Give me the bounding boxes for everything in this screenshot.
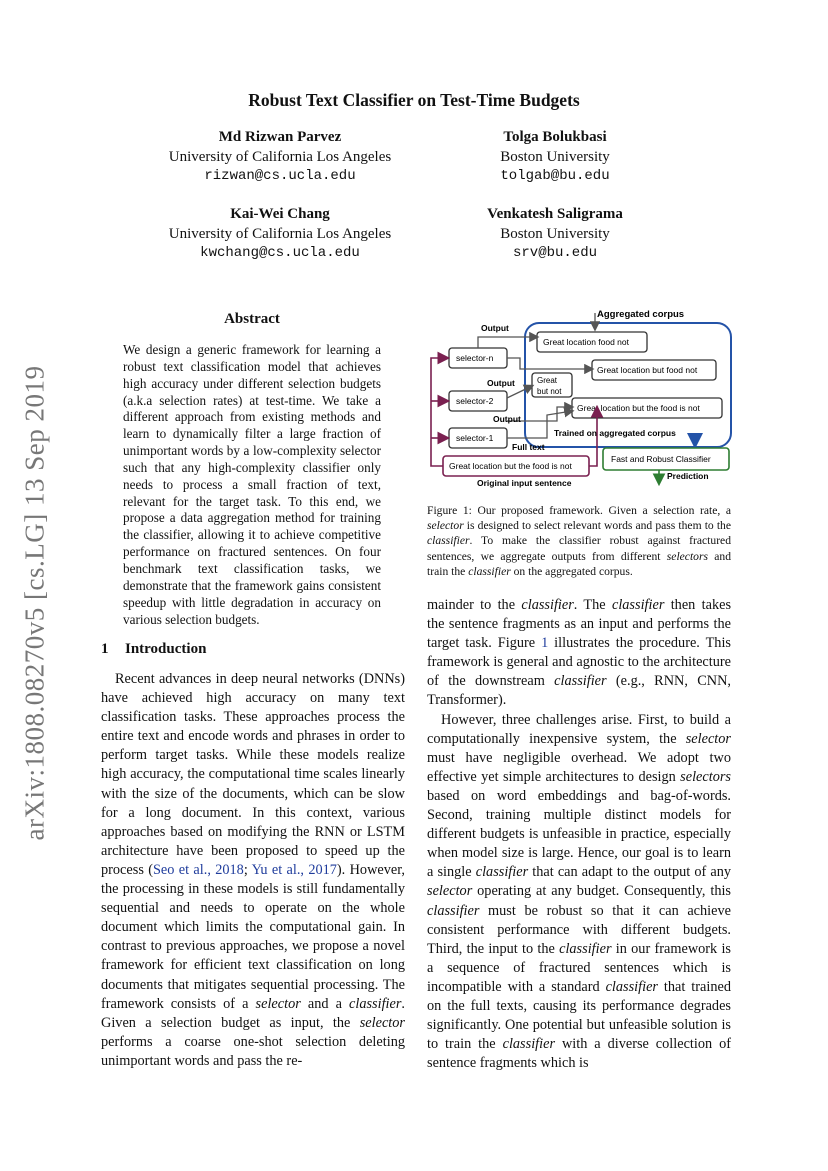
framework-diagram — [427, 303, 733, 493]
author-affiliation: Boston University — [500, 225, 610, 242]
output-label: Output — [481, 323, 509, 333]
author-block — [455, 205, 655, 264]
author-name: Kai-Wei Chang — [230, 206, 330, 222]
author-name: Venkatesh Saligrama — [487, 206, 623, 222]
full-text-label: Full text — [512, 442, 545, 452]
selector-1-label: selector-1 — [456, 433, 494, 443]
paragraph: However, three challenges arise. First, to build a computationally inexpensive system, the selector must have negligible overhead. We adopt two effective yet simple architectures to design selectors based on word embeddings and bag-of-words. Second, training multiple distinct models for different budgets is unfeasible in practice, especially when model size is large. Hence, our goal is to learn a single classifier that can adapt to the output of any selector operating at any budget. Consequently, this classifier must be robust so that it can achieve consistent performance with different budgets. Third, the input to the classifier in our framework is a sequence of fractured sentences which is incompatible with a standard classifier that trained on the full texts, causing its performance degrades significantly. One potential but unfeasible solution is to train the classifier with a diverse collection of sentence fragments which is — [427, 711, 732, 1072]
paragraph: Recent advances in deep neural networks (DNNs) have achieved high accuracy on many text classification tasks. These approaches process the entire text and encode words and phrases in order to perform target tasks. While these models realize high accuracy, the computational time scales linearly with the size of the documents, which can be slow for a long document. In this context, various approaches based on modifying the RNN or LSTM architecture have been proposed to speed up the process (Seo et al., 2018; Yu et al., 2017). However, the processing in these models is still fundamentally sequential and needs to operate on the whole document which limits the computational gain. In contrast to previous approaches, we propose a novel framework for efficient text classification on long documents that mitigates sequential processing. The framework consists of a selector and a classifier. Given a selection budget as input, the selector performs a coarse one-shot selection deleting unimportant words and pass the re- — [101, 671, 405, 1069]
author-name: Tolga Bolukbasi — [503, 129, 607, 145]
trained-on-label: Trained on aggregated corpus — [554, 428, 676, 438]
author-affiliation: University of California Los Angeles — [168, 225, 392, 242]
section-heading — [101, 641, 206, 658]
body-column-left — [101, 670, 405, 1071]
section-title: Introduction — [125, 641, 207, 657]
author-block — [150, 205, 410, 264]
sentence-box-text: Great — [537, 376, 558, 385]
paragraph: mainder to the classifier. The classifier then takes the sentence fragments as an input and performs the target task. Figure 1 illustrates the procedure. This framework is general and agnostic to the architecture of the downstream classifier (e.g., RNN, CNN, Transformer). — [427, 597, 732, 709]
body-column-right — [427, 596, 731, 1073]
figure-caption: Figure 1: Our proposed framework. Given a selection rate, a selector is designed to select relevant words and pass them to the classifier. To make the classifier robust against fractured sentences, we aggregate outputs from different selectors and train the classifier on the aggregated corpus. — [427, 504, 731, 578]
sentence-box-text: Great location but food not — [597, 365, 698, 375]
sentence-box-text: Great location but the food is not — [577, 403, 700, 413]
output-label: Output — [493, 414, 521, 424]
author-block — [455, 128, 655, 187]
arxiv-identifier: arXiv:1808.08270v5 [cs.LG] 13 Sep 2019 — [19, 365, 50, 841]
aggregated-corpus-label: Aggregated corpus — [597, 309, 685, 320]
figure-ref-link[interactable]: 1 — [541, 635, 549, 652]
author-email: srv@bu.edu — [512, 245, 597, 261]
sentence-box-text: but not — [537, 387, 562, 396]
selector-n-label: selector-n — [456, 353, 494, 363]
sentence-box-text: Great location food not — [543, 337, 630, 347]
classifier-label: Fast and Robust Classifier — [611, 454, 711, 464]
selector-2-label: selector-2 — [456, 396, 494, 406]
author-affiliation: University of California Los Angeles — [168, 148, 392, 165]
author-name: Md Rizwan Parvez — [218, 129, 342, 145]
output-label: Output — [487, 378, 515, 388]
author-block — [150, 128, 410, 187]
author-email: rizwan@cs.ucla.edu — [204, 168, 356, 184]
prediction-label: Prediction — [667, 471, 709, 481]
abstract-text: We design a generic framework for learning a robust text classification model that achieves high accuracy under different selection budgets (a.k.a selection rates) at test-time. We take a different approach from existing methods and learn to dynamically filter a large fraction of unimportant words by a low-complexity selector such that any high-complexity classifier only needs to process a small fraction of text, relevant for the target task. To this end, we propose a data aggregation method for training the classifier, allowing it to achieve competitive performance on fractured sentences. On four benchmark text classification tasks, we demonstrate that the framework gains consistent speedup with little degradation in accuracy on various selection budgets. — [123, 342, 381, 627]
abstract-heading: Abstract — [224, 311, 280, 327]
input-sentence-text: Great location but the food is not — [449, 461, 572, 471]
author-affiliation: Boston University — [500, 148, 610, 165]
section-number: 1 — [101, 641, 109, 657]
citation-link[interactable]: Yu et al., 2017 — [251, 861, 337, 878]
author-email: tolgab@bu.edu — [500, 168, 610, 184]
author-email: kwchang@cs.ucla.edu — [200, 245, 360, 261]
citation-link[interactable]: Seo et al., 2018 — [152, 861, 244, 878]
paper-title: Robust Text Classifier on Test-Time Budgets — [248, 90, 580, 110]
original-input-label: Original input sentence — [477, 478, 572, 488]
